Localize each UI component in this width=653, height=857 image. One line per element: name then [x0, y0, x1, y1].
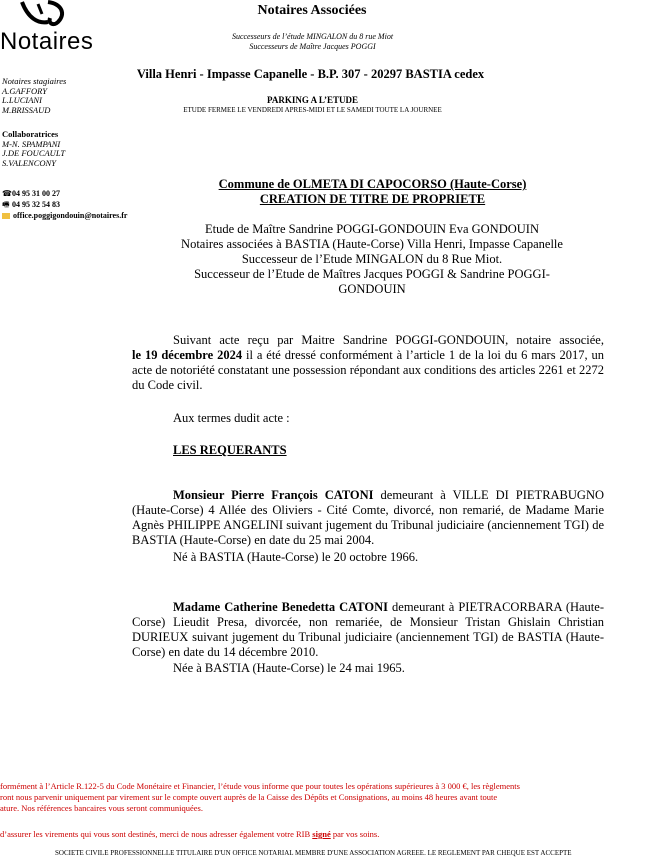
- stagiaire-name: A.GAFFORY: [2, 85, 47, 96]
- footer-rib-notice: [0, 829, 653, 840]
- phone-line: [2, 188, 127, 199]
- firm-name: Notaires Associées: [257, 3, 367, 18]
- etude-line: GONDOUIN: [338, 282, 406, 296]
- acte-line-1: Suivant acte reçu par Maitre Sandrine POGGI-GONDOUIN, notaire associée,: [173, 333, 604, 347]
- email-line: [2, 210, 127, 221]
- stagiaires-block: [2, 77, 66, 115]
- fax-icon: 🖷: [2, 200, 10, 209]
- phone-number: 04 95 31 00 27: [12, 189, 60, 198]
- requerant-name: Madame Catherine Benedetta CATONI: [173, 600, 388, 614]
- requerant-1: [132, 488, 604, 565]
- footer-rib-text: d’assurer les virements qui vous sont destinés, merci de nous adresser également votre RIB: [0, 829, 311, 839]
- contact-block: [2, 188, 127, 221]
- email-address[interactable]: office.poggigondouin@notaires.fr: [13, 211, 128, 220]
- collaboratrices-block: [2, 130, 65, 168]
- acte-date: 19 décembre 2024: [144, 348, 243, 362]
- document-title: [175, 177, 570, 207]
- stagiaires-title: Notaires stagiaires: [2, 76, 67, 86]
- acte-text: il a été dressé conformément à l’article 1 de la loi du 6 mars 2017, un acte de notoriété constatant une possession répondant aux conditions des articles 2261 et 2272 du Code civil.: [132, 348, 605, 392]
- footer-rib-end: par vos soins.: [332, 829, 380, 839]
- logo-text: Notaires: [0, 28, 94, 55]
- collab-name: J.DE FOUCAULT: [2, 148, 66, 158]
- requerant-birth: Née à BASTIA (Haute-Corse) le 24 mai 1965.: [173, 661, 405, 675]
- requerant-text: [132, 488, 604, 548]
- creation-title: CREATION DE TITRE DE PROPRIETE: [259, 192, 486, 206]
- requerants-heading: LES REQUERANTS: [173, 443, 287, 457]
- collab-name: M-N. SPAMPANI: [2, 138, 61, 149]
- etude-line: Successeur de l’Etude MINGALON du 8 Rue Miot.: [241, 252, 503, 266]
- footer-signe: signé: [312, 829, 331, 839]
- phone-icon: ☎: [2, 189, 12, 198]
- footer-line: ature. Nos références bancaires vous seront communiquées.: [0, 803, 203, 813]
- acte-paragraph: [132, 333, 604, 393]
- closing-hours-note: ETUDE FERMEE LE VENDREDI APRES-MIDI ET LE SAMEDI TOUTE LA JOURNEE: [183, 106, 442, 114]
- requerant-details: demeurant à PIETRACORBARA (Haute-Corse) Lieudit Presa, divorcée, non remariée, de Monsieur Tristan Ghislain Christian DURIEUX suivant jugement du Tribunal judiciaire (anciennement TGI) de BASTIA (Haute-Corse) en date du 14 décembre 2010.: [132, 600, 604, 659]
- stagiaire-name: L.LUCIANI: [2, 95, 42, 105]
- parking-note: PARKING A L’ETUDE: [266, 95, 359, 105]
- acte-line-rest: [132, 348, 604, 393]
- notaires-logo: [0, 0, 110, 64]
- mail-icon: [2, 213, 10, 219]
- fax-line: [2, 199, 127, 210]
- etude-block: [152, 222, 592, 297]
- successor-line: Successeurs de Maître Jacques POGGI: [249, 42, 376, 51]
- etude-line: Etude de Maître Sandrine POGGI-GONDOUIN Eva GONDOUIN: [205, 222, 539, 236]
- fax-number: 04 95 32 54 83: [12, 200, 60, 209]
- firm-address: Villa Henri - Impasse Capanelle - B.P. 307 - 20297 BASTIA cedex: [136, 67, 485, 81]
- footer-legal: SOCIETE CIVILE PROFESSIONNELLE TITULAIRE D'UN OFFICE NOTARIAL MEMBRE D'UNE ASSOCIATION AGREEE. LE REGLEMENT PAR CHEQUE EST ACCEPTE: [55, 849, 572, 857]
- requerant-birth: Né à BASTIA (Haute-Corse) le 20 octobre 1966.: [173, 550, 419, 564]
- commune-title: Commune de OLMETA DI CAPOCORSO (Haute-Corse): [218, 177, 527, 191]
- aux-termes-text: Aux termes dudit acte :: [173, 411, 290, 425]
- footer-notice: [0, 781, 653, 814]
- requerant-name: Monsieur Pierre François CATONI: [173, 488, 374, 502]
- etude-line: Successeur de l’Etude de Maîtres Jacques POGGI & Sandrine POGGI-: [194, 267, 550, 281]
- requerant-text: [132, 600, 604, 660]
- collab-title: Collaboratrices: [2, 129, 59, 139]
- aux-termes: [132, 411, 604, 426]
- collab-name: S.VALENCONY: [2, 157, 56, 168]
- requerant-2: [132, 600, 604, 676]
- successor-line: Successeurs de l’étude MINGALON du 8 rue Miot: [231, 32, 394, 41]
- footer-line: ront nous parvenir uniquement par virement sur le compte ouvert auprès de la Caisse des Dépôts et Consignations, au moins 48 heures avant toute: [0, 792, 498, 802]
- stagiaire-name: M.BRISSAUD: [2, 104, 51, 115]
- acte-le: le: [132, 348, 142, 362]
- etude-line: Notaires associées à BASTIA (Haute-Corse) Villa Henri, Impasse Capanelle: [181, 237, 563, 251]
- requerant-details: demeurant à VILLE DI PIETRABUGNO (Haute-Corse) 4 Allée des Oliviers - Cité Comte, divorcé, non remarié, de Madame Marie Agnès PHILIPPE ANGELINI suivant jugement du Tribunal judiciaire (anciennement TGI) de BASTIA (Haute-Corse) en date du 25 mai 2004.: [132, 488, 605, 547]
- footer-line: formément à l’Article R.122-5 du Code Monétaire et Financier, l’étude vous informe que pour toutes les opérations supérieures à 3 000 €, les règlements: [0, 781, 520, 791]
- successors-block: [180, 32, 445, 52]
